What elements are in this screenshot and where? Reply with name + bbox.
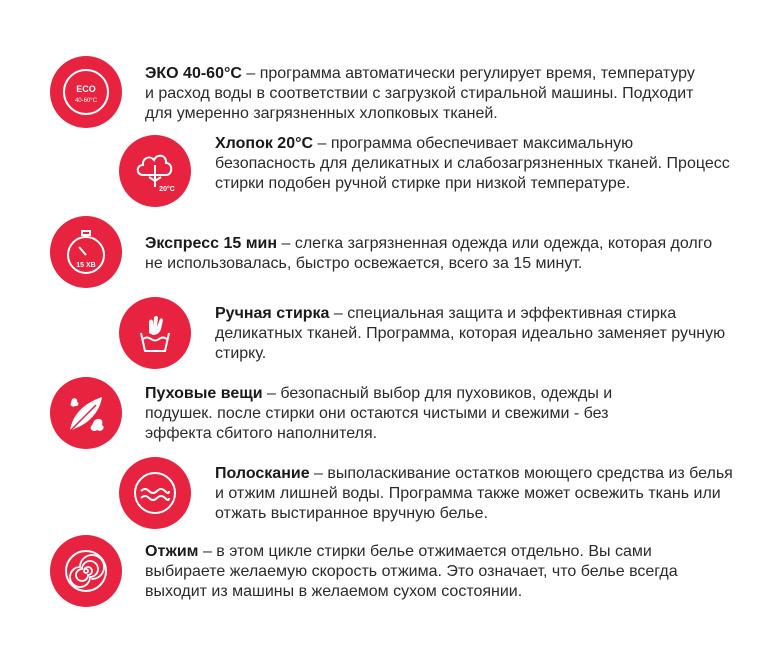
program-description: слегка загрязненная одежда или одежда, которая долго не использовалась, быстро освежается, всего за 15 минут. [145,235,713,272]
eco-icon-label: ECO [76,84,96,94]
feather-icon [50,377,122,449]
separator: – [313,135,331,152]
program-title: Экспресс 15 мин [145,235,278,252]
stopwatch-icon [50,216,122,288]
hand-wash-icon [119,297,191,369]
separator: – [262,385,281,402]
program-title: Отжим [145,543,199,560]
program-text [145,384,665,444]
program-description: в этом цикле стирки белье отжимается отдельно. Вы сами выбираете желаемую скорость отжима. Это означает, что белье всегда выходит из машины в желаемом сухом состоянии. [145,543,678,600]
program-title: Полоскание [215,465,310,482]
spin-icon [50,535,122,607]
program-title: Ручная стирка [215,305,330,322]
eco-icon [50,56,122,128]
program-text [215,304,735,364]
program-text [215,464,735,524]
separator: – [277,235,295,252]
stopwatch-icon-label: 15 ХВ [76,262,96,269]
program-text [215,134,735,194]
program-title: Пуховые вещи [145,385,263,402]
program-description: программа автоматически регулирует время, температуру и расход воды в соответствии с загрузкой стиральной машины. Подходит для умеренно загрязненных хлопковых тканей. [145,65,695,122]
program-description: специальная защита и эффективная стирка деликатных тканей. Программа, которая идеально заменяет ручную стирку. [215,305,726,362]
rinse-icon [119,457,191,529]
program-text [145,64,705,124]
separator: – [241,65,260,82]
cotton-icon [119,135,191,207]
separator: – [309,465,328,482]
separator: – [329,305,348,322]
program-description: выполаскивание остатков моющего средства из белья и отжим лишней воды. Программа также может освежить ткань или отжать выстиранное вручную белье. [215,465,733,522]
program-text [145,542,725,602]
program-description: безопасный выбор для пуховиков, одежды и подушек. после стирки они остаются чистыми и свежими - без эффекта сбитого наполнителя. [145,385,613,442]
cotton-icon-label: 20°C [159,186,175,193]
program-title: Хлопок 20°C [215,135,314,152]
program-description: программа обеспечивает максимальную безопасность для деликатных и слабозагрязненных тканей. Процесс стирки подобен ручной стирке при низкой температуре. [215,135,730,192]
program-title: ЭКО 40-60°C [145,65,242,82]
separator: – [198,543,217,560]
program-text [145,234,725,274]
eco-icon-sublabel: 40-60°C [74,98,98,104]
